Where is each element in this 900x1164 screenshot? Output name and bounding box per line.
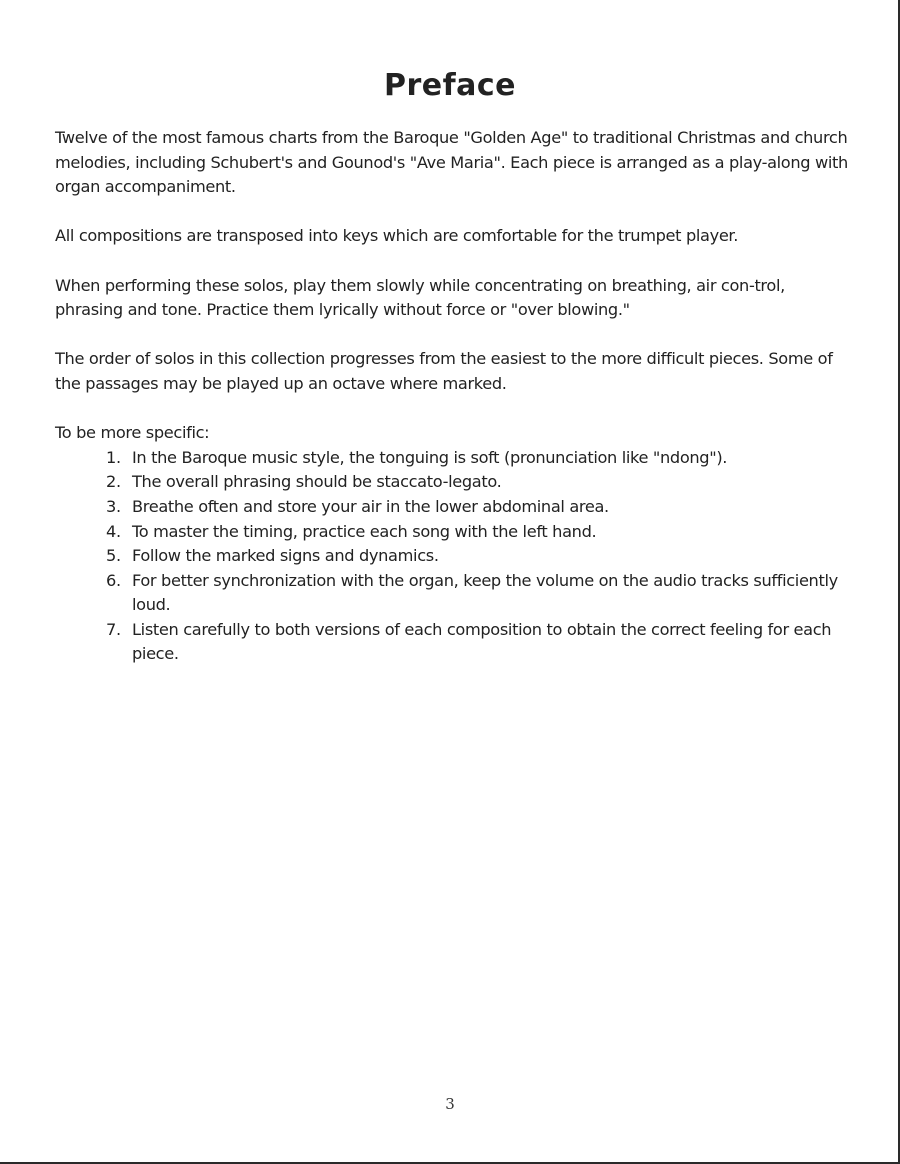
list-item [106, 470, 855, 495]
list-item-text: To master the timing, practice each song with the left hand. [132, 521, 597, 541]
list-item-text: Listen carefully to both versions of each composition to obtain the correct feeling for each piece. [132, 619, 832, 664]
list-item [106, 520, 855, 545]
list-item-text: For better synchronization with the organ, keep the volume on the audio tracks sufficiently loud. [132, 570, 838, 615]
list-item-number: 7. [106, 619, 121, 639]
paragraph-order: The order of solos in this collection progresses from the easiest to the more difficult pieces. Some of the passages may be played up an octave where marked. [55, 349, 833, 393]
list-item-number: 2. [106, 472, 121, 492]
page-title: Preface [383, 68, 517, 104]
list-item-number: 3. [106, 496, 121, 516]
paragraph-transposition: All compositions are transposed into keys which are comfortable for the trumpet player. [55, 226, 739, 246]
specifics-list [55, 446, 855, 667]
paragraph-performing: When performing these solos, play them slowly while concentrating on breathing, air con-trol, phrasing and tone. Practice them lyrically without force or "over blowing." [55, 275, 785, 320]
list-item-text: Follow the marked signs and dynamics. [132, 546, 439, 566]
preface-body [55, 126, 855, 667]
list-item [106, 618, 855, 667]
list-item [106, 495, 855, 520]
list-item-text: In the Baroque music style, the tonguing is soft (pronunciation like "ndong"). [132, 447, 728, 467]
page-number: 3 [445, 1095, 455, 1113]
list-item-number: 5. [106, 546, 121, 566]
list-item [106, 446, 855, 471]
list-item-text: The overall phrasing should be staccato-legato. [132, 472, 502, 492]
list-item-number: 6. [106, 570, 121, 590]
list-item-number: 4. [106, 521, 121, 541]
list-item-number: 1. [106, 447, 121, 467]
list-item-text: Breathe often and store your air in the lower abdominal area. [132, 496, 609, 516]
list-item [106, 544, 855, 569]
paragraph-intro: Twelve of the most famous charts from the Baroque "Golden Age" to traditional Christmas and church melodies, including Schubert's and Gounod's "Ave Maria". Each piece is arranged as a play-along with organ accompaniment. [55, 128, 848, 197]
list-item [106, 569, 855, 618]
list-intro: To be more specific: [55, 423, 210, 443]
